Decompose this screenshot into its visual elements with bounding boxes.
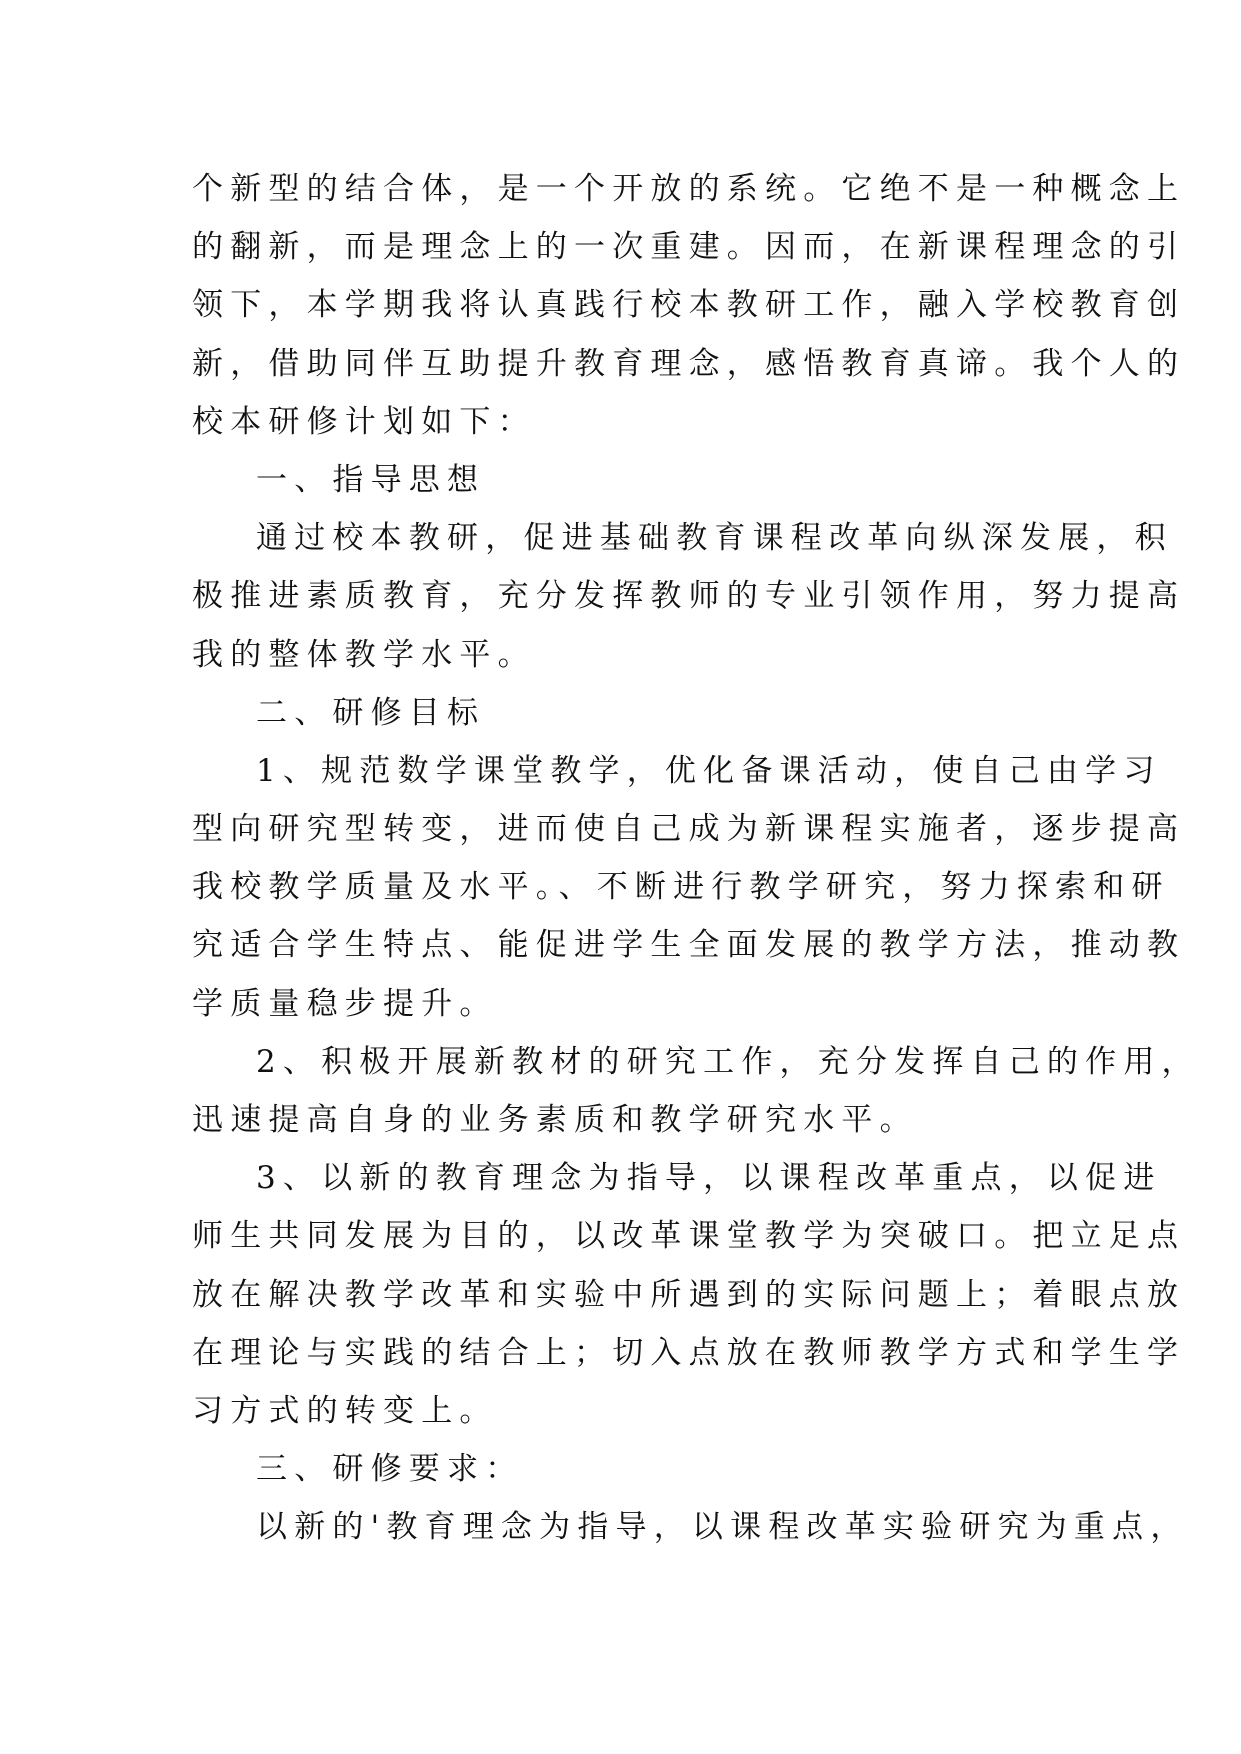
text-line: 2、积极开展新教材的研究工作，充分发挥自己的作用， (256, 1043, 1200, 1080)
text-line: 个新型的结合体，是一个开放的系统。它绝不是一种概念上 (192, 171, 1186, 207)
text-line: 校本研修计划如下： (192, 403, 536, 440)
section-heading: 一、指导思想 (256, 461, 486, 498)
text-line: 3、以新的教育理念为指导，以课程改革重点，以促进 (256, 1160, 1162, 1197)
text-line: 习方式的转变上。 (192, 1392, 498, 1429)
text-line: 师生共同发展为目的，以改革课堂教学为突破口。把立足点 (192, 1218, 1186, 1255)
text-line: 1、规范数学课堂教学，优化备课活动，使自己由学习 (256, 752, 1162, 789)
text-line: 放在解决教学改革和实验中所遇到的实际问题上；着眼点放 (192, 1276, 1186, 1313)
section-heading: 三、研修要求： (256, 1451, 524, 1488)
text-line: 领下，本学期我将认真践行校本教研工作，融入学校教育创 (192, 287, 1186, 324)
document-body (192, 160, 1200, 1557)
text-line: 型向研究型转变，进而使自己成为新课程实施者，逐步提高 (192, 811, 1186, 848)
text-line: 通过校本教研，促进基础教育课程改革向纵深发展，积 (256, 520, 1173, 557)
text-line: 究适合学生特点、能促进学生全面发展的教学方法，推动教 (192, 927, 1186, 964)
text-line: 以新的'教育理念为指导，以课程改革实验研究为重点， (256, 1509, 1189, 1546)
text-line: 新，借助同伴互助提升教育理念，感悟教育真谛。我个人的 (192, 345, 1186, 382)
text-line: 我的整体教学水平。 (192, 636, 536, 673)
text-line: 的翻新，而是理念上的一次重建。因而，在新课程理念的引 (192, 229, 1186, 266)
section-heading: 二、研修目标 (256, 694, 486, 731)
text-line: 学质量稳步提升。 (192, 985, 498, 1022)
text-line: 迅速提高自身的业务素质和教学研究水平。 (192, 1102, 918, 1138)
text-line: 在理论与实践的结合上；切入点放在教师教学方式和学生学 (192, 1334, 1186, 1371)
text-line: 我校教学质量及水平。、不断进行教学研究，努力探索和研 (192, 869, 1170, 906)
text-line: 极推进素质教育，充分发挥教师的专业引领作用，努力提高 (192, 578, 1186, 615)
